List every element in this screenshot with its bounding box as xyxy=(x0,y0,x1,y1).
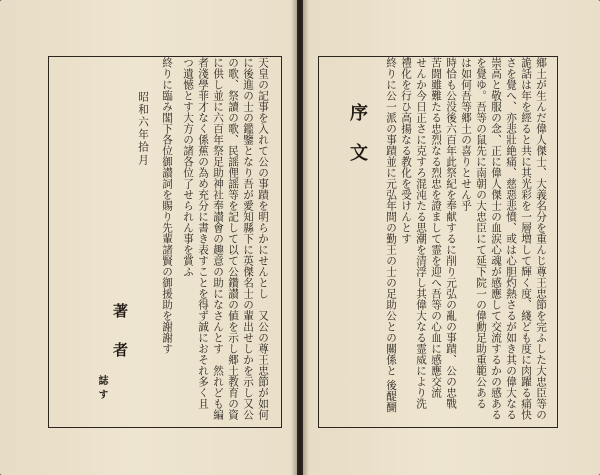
author-mark: 誌す xyxy=(96,375,107,403)
right-column-5: を覺ゆ。吾等の鼠先に南朝の大忠臣にて延下院一の偉勳足助重範公ある xyxy=(475,57,487,409)
right-column-6: は如何吾等郷土の喜りとせん乎 xyxy=(460,57,472,211)
preface-date: 昭和六年拾月 xyxy=(137,91,149,167)
left-column-2: に後進の士の鑑鑒となり吾が愛知縣下に英傑名士の輩出せしかを示し又公 xyxy=(242,57,254,420)
right-column-7: 時恰も公没後六百年此祭紀を奉献するに削り元弘の亂の事蹟、公の忠戰 xyxy=(445,57,457,409)
left-column-7: 終りに臨み閣下各位御讃詞を賜り先輩諸賢の御援助を謝謝す xyxy=(161,57,173,354)
left-column-4: に供し並に六百年祭足助神社奉讃會の趣意の助になさんとす 然れども編 xyxy=(212,57,224,420)
author-name: 著者 xyxy=(111,303,129,381)
right-column-1: 鄉土が生んだ偉人傑士、大義名分を重んじ尊王忠節を完ふした大忠臣等の xyxy=(535,57,547,420)
right-column-9: せんか今日正さに克すろ混沌たる思潮を清浮し其偉大なる霊威により洗 xyxy=(415,57,427,409)
right-text-frame xyxy=(318,56,558,428)
right-column-2: 詭話は年を經ると共に其光彩を一層増して輝く度、綫ども度に肉躍る痛快 xyxy=(520,57,532,420)
right-column-3: さを覺へ、亦悲壯絶痛、慈惡悲憤、或は心胆灼熱さるが如き其の偉大なる xyxy=(505,57,517,420)
right-column-4: 崇高と敬服の念、正に偉人傑士の血涙心魂が感應して交流するかの感ある xyxy=(490,57,502,420)
left-page xyxy=(0,0,297,475)
right-column-10: 禮化を行ひ高揚なる教化を受けんとす xyxy=(400,57,412,244)
left-text-frame xyxy=(48,56,282,428)
right-column-8: 苦闘雖難たる忠烈なる烈忠を證まして霊を迎へ吾等の心血に感應交流 xyxy=(430,57,442,398)
preface-heading: 序文 xyxy=(347,103,368,183)
left-column-6: つ遺憾とす大方の諸各位了せられん事を賞ふ xyxy=(182,57,194,277)
left-column-5: 者淺學菲才なく係蕉の為め充分に書き表すことを得ず誠におそれ多く且 xyxy=(197,57,209,409)
right-column-11: 終りに公一派の事蹟並に元弘年間の勤王の士の足助公との關係と 後醍醐 xyxy=(385,57,397,413)
book-gutter xyxy=(291,0,309,475)
left-column-1: 天皇の記事を入れて公の事蹟を明らかにせんとし 又公の尊王忠節が如何 xyxy=(257,57,269,420)
left-column-3: の歌、祭讀の歌、民謡俚謡等を記して以て公鑽讃の値を示し郷土教育の資 xyxy=(227,57,239,420)
